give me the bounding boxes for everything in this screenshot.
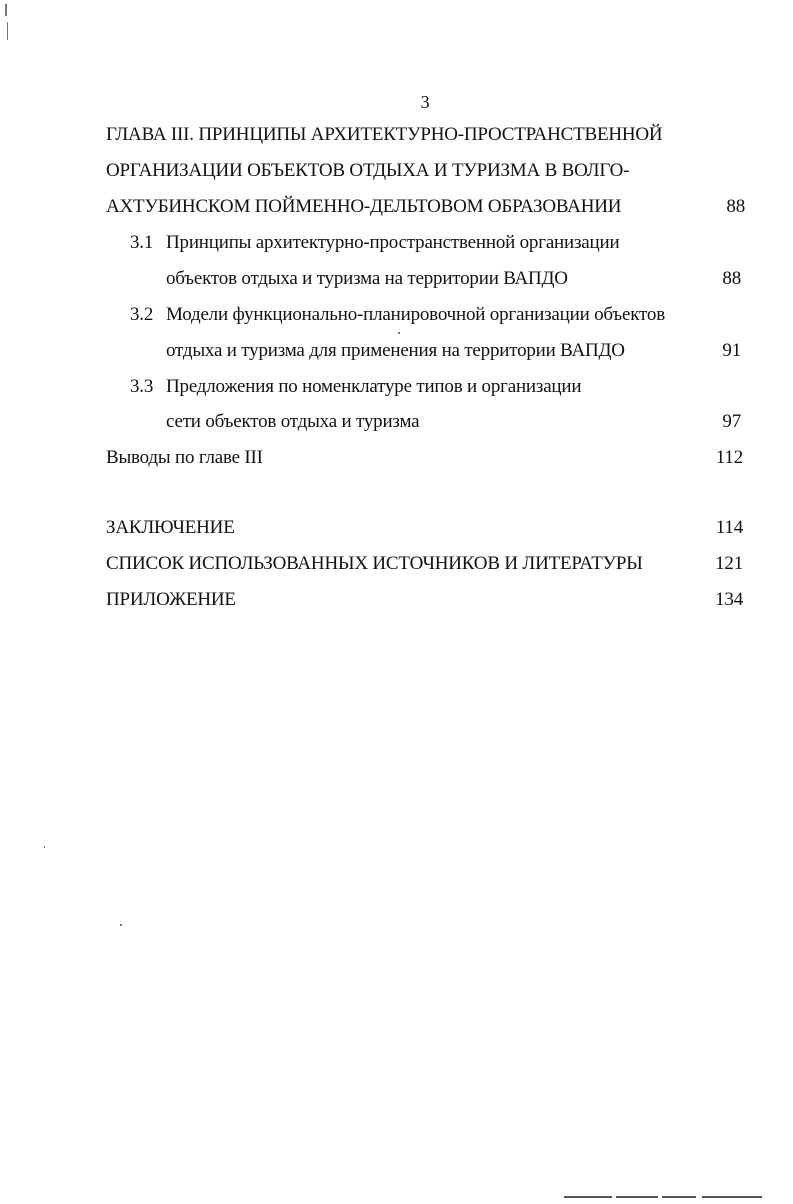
toc-references-label: СПИСОК ИСПОЛЬЗОВАННЫХ ИСТОЧНИКОВ И ЛИТЕРАТУРЫ — [106, 553, 643, 574]
scan-speck — [120, 924, 122, 926]
toc-conclusions-page: 112 — [715, 447, 743, 468]
toc-conclusions-label: Выводы по главе III — [106, 447, 263, 468]
toc-section-title-line: сети объектов отдыха и туризма — [166, 411, 420, 432]
toc-section-title-line: Принципы архитектурно-пространственной организации — [166, 232, 620, 253]
toc-section-title-line: объектов отдыха и туризма на территории ВАПДО — [166, 268, 568, 289]
toc-section-number: 3.3 — [130, 376, 154, 397]
toc-section-title-line: отдыха и туризма для применения на территории ВАПДО — [166, 340, 625, 361]
toc-appendix-label: ПРИЛОЖЕНИЕ — [106, 589, 236, 610]
toc-conclusion-page: 114 — [715, 517, 743, 538]
scan-edge-rule — [702, 1196, 762, 1198]
toc-chapter-page: 88 — [726, 196, 745, 217]
scan-speck — [44, 846, 45, 848]
toc-appendix-page: 134 — [715, 589, 743, 610]
scan-edge-rule — [662, 1196, 696, 1198]
toc-section-title-line: Модели функционально-планировочной организации объектов — [166, 304, 665, 325]
toc-section-page: 88 — [722, 268, 741, 289]
scan-speck — [5, 4, 7, 16]
toc-section-page: 97 — [722, 411, 741, 432]
toc-section-number: 3.1 — [130, 232, 154, 253]
toc-conclusion-label: ЗАКЛЮЧЕНИЕ — [106, 517, 235, 538]
toc-section-title-line: Предложения по номенклатуре типов и организации — [166, 376, 582, 397]
scan-edge-rule — [564, 1196, 612, 1198]
scan-edge-rule — [616, 1196, 658, 1198]
scan-speck — [7, 22, 8, 40]
toc-chapter-title-line: ГЛАВА III. ПРИНЦИПЫ АРХИТЕКТУРНО-ПРОСТРАНСТВЕННОЙ — [106, 124, 663, 145]
toc-chapter-title-line: ОРГАНИЗАЦИИ ОБЪЕКТОВ ОТДЫХА И ТУРИЗМА В ВОЛГО- — [106, 160, 630, 181]
toc-section-number: 3.2 — [130, 304, 154, 325]
toc-chapter-title-line: АХТУБИНСКОМ ПОЙМЕННО-ДЕЛЬТОВОМ ОБРАЗОВАНИИ — [106, 196, 622, 217]
page-number: 3 — [420, 92, 430, 112]
toc-section-page: 91 — [722, 340, 741, 361]
scan-speck — [398, 332, 400, 334]
toc-references-page: 121 — [715, 553, 743, 574]
